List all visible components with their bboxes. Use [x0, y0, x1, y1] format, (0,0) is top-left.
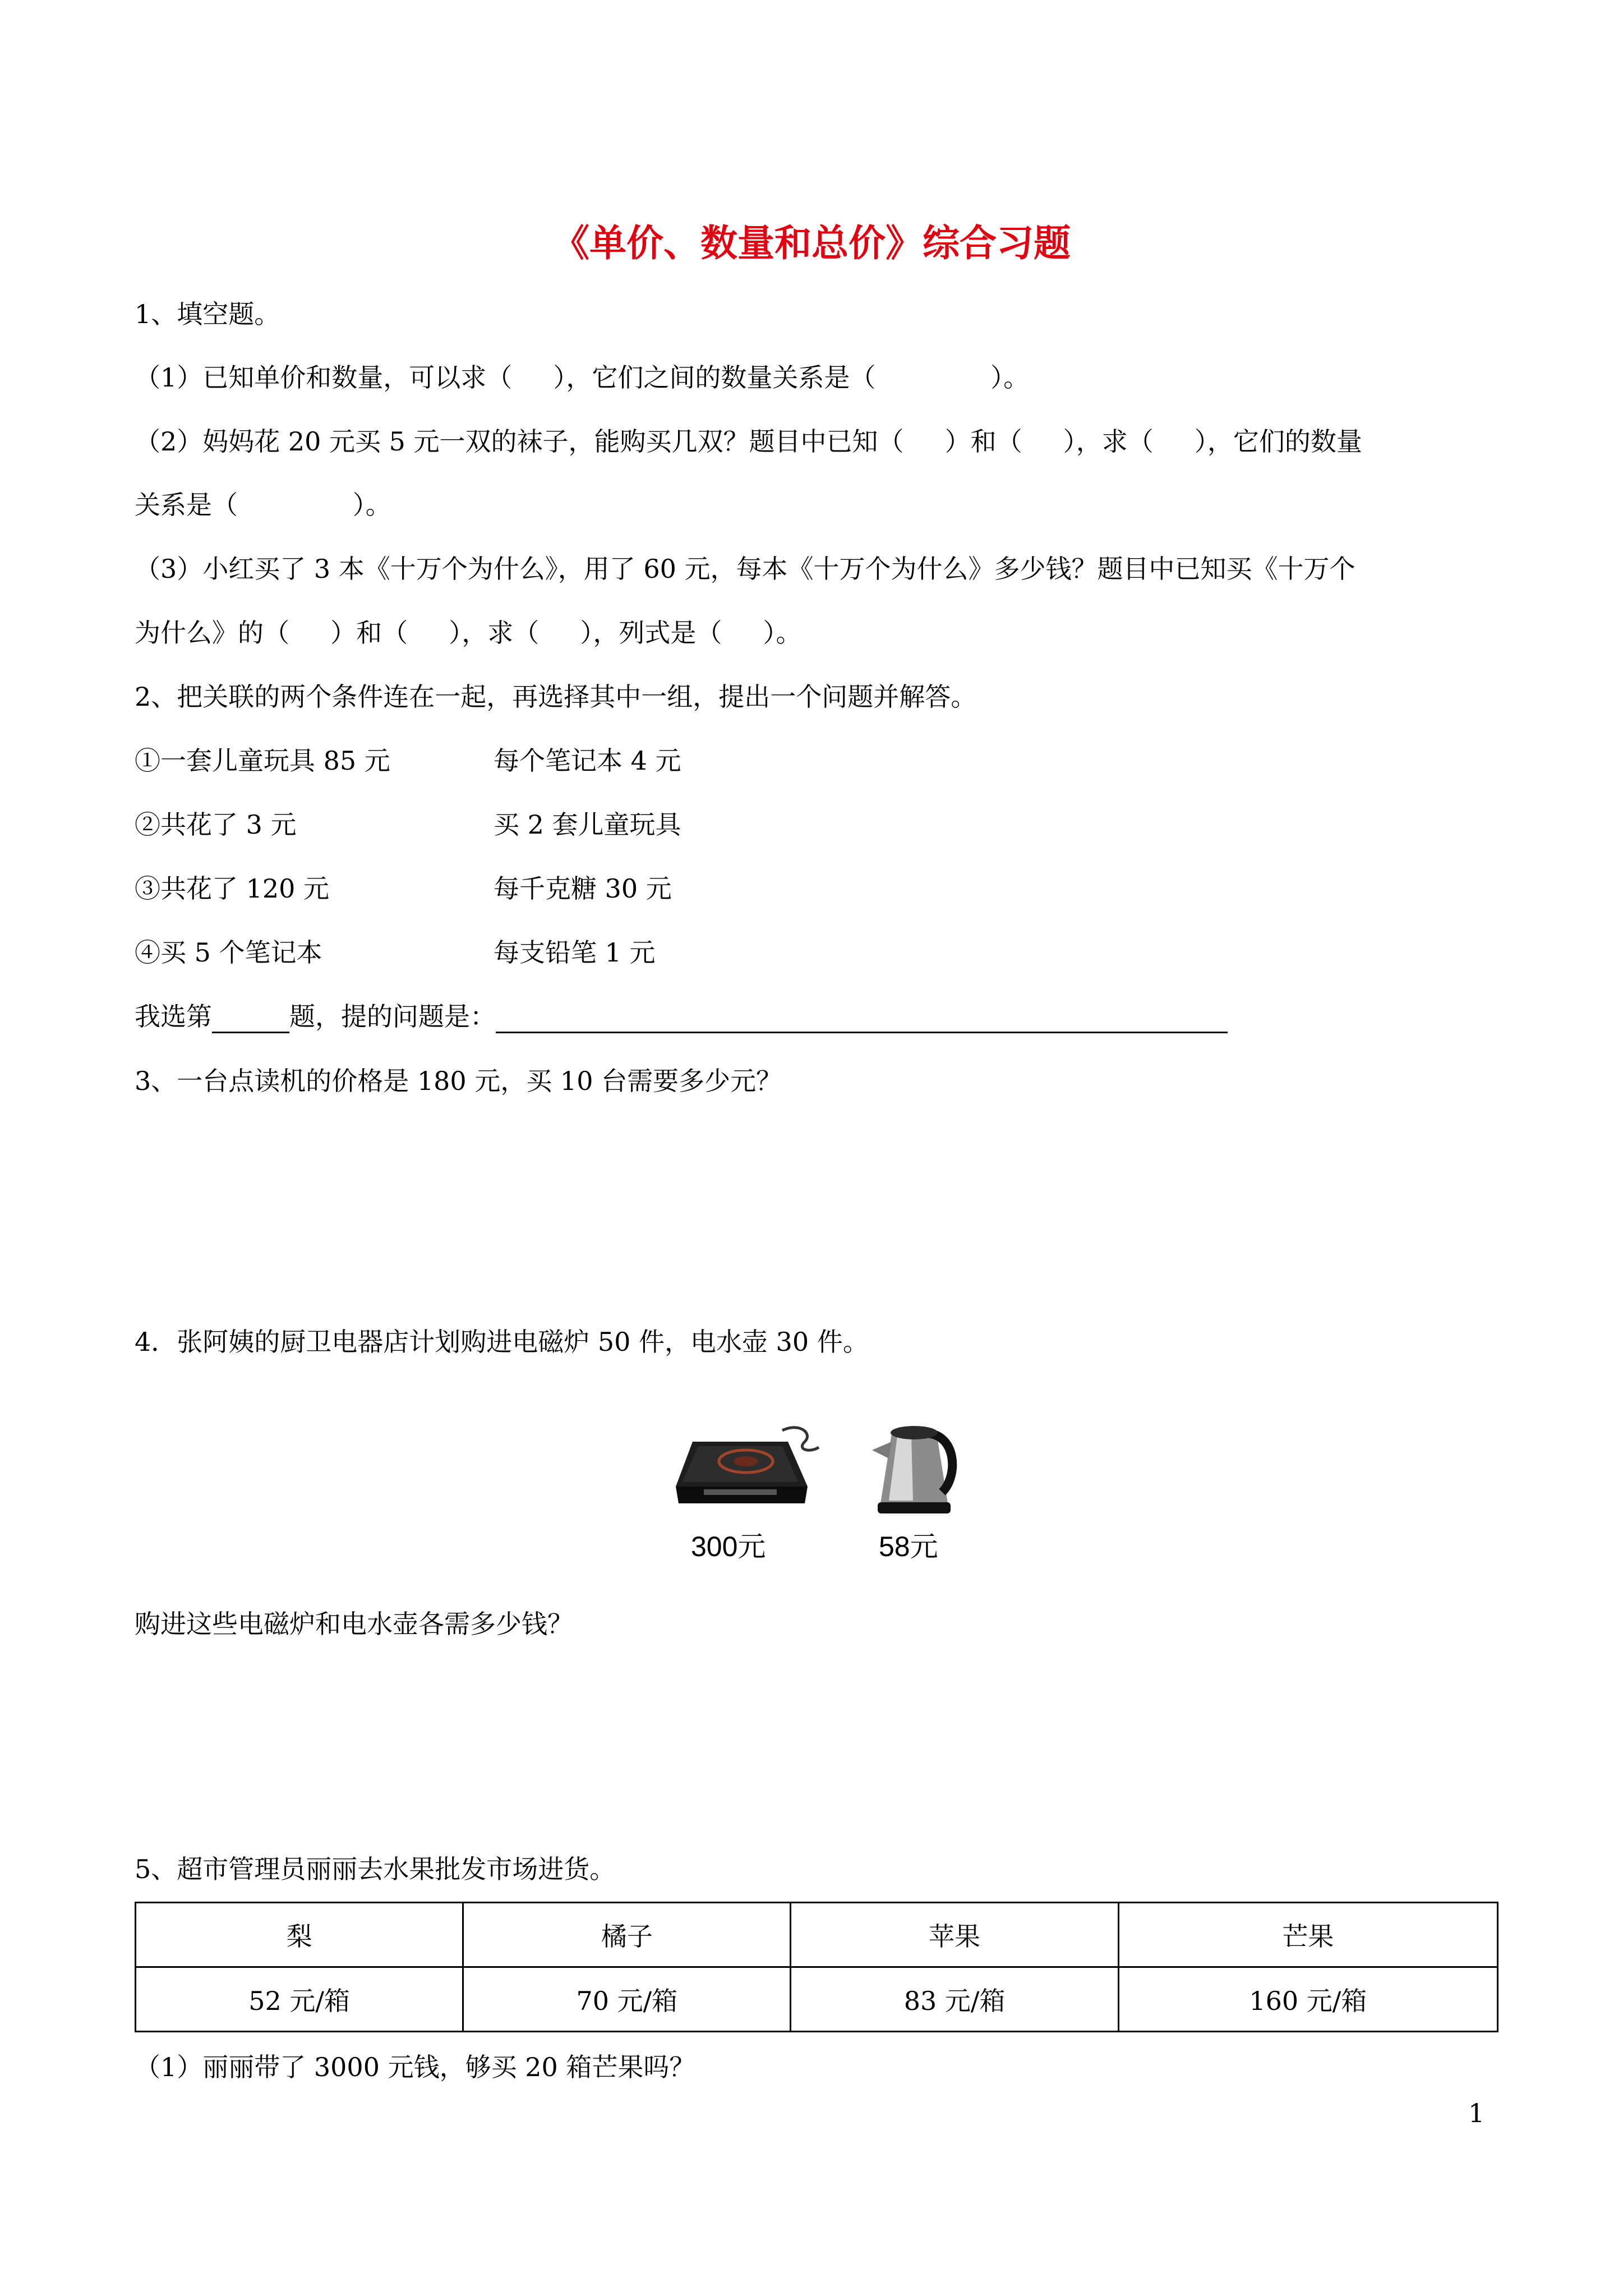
q1-part2-line1: （2）妈妈花 20 元买 5 元一双的袜子，能购买几双？题目中已知（ ）和（ ），求（ ），它们的数量 — [135, 426, 1362, 457]
induction-cooker-image — [670, 1419, 822, 1515]
electric-kettle-image — [864, 1419, 959, 1523]
kettle-price: 58元 — [879, 1531, 938, 1562]
q2-right-4: 每支铅笔 1 元 — [494, 937, 656, 968]
q3-text: 3、一台点读机的价格是 180 元，买 10 台需要多少元？ — [135, 1066, 782, 1096]
q2-right-2: 买 2 套儿童玩具 — [494, 809, 681, 840]
q2-left-2: ②共花了 3 元 — [135, 809, 297, 840]
q2-left-1: ①一套儿童玩具 85 元 — [135, 746, 390, 776]
page-title: 《单价、数量和总价》综合习题 — [552, 221, 1071, 265]
cooker-price: 300元 — [691, 1531, 766, 1562]
price-pear: 52 元/箱 — [136, 1967, 463, 2032]
fruit-price-table — [135, 1902, 1498, 2032]
price-apple: 83 元/箱 — [791, 1967, 1118, 2032]
q5-sub1: （1）丽丽带了 3000 元钱，够买 20 箱芒果吗？ — [135, 2052, 695, 2082]
q1-part2-line2: 关系是（ ）。 — [135, 490, 391, 520]
table-row — [136, 1967, 1498, 2032]
header-orange: 橘子 — [463, 1903, 791, 1967]
header-apple: 苹果 — [791, 1903, 1118, 1967]
table-header-row — [136, 1903, 1498, 1967]
q4-question: 购进这些电磁炉和电水壶各需多少钱？ — [135, 1609, 573, 1639]
q5-text: 5、超市管理员丽丽去水果批发市场进货。 — [135, 1854, 616, 1884]
q2-question-blank — [496, 1002, 1228, 1033]
q2-choose-line — [135, 1000, 1228, 1033]
q1-heading: 1、填空题。 — [135, 299, 280, 329]
q2-heading: 2、把关联的两个条件连在一起，再选择其中一组，提出一个问题并解答。 — [135, 682, 977, 712]
price-orange: 70 元/箱 — [463, 1967, 791, 2032]
q1-part1: （1）已知单价和数量，可以求（ ），它们之间的数量关系是（ ）。 — [135, 362, 1030, 393]
q4-text: 4．张阿姨的厨卫电器店计划购进电磁炉 50 件，电水壶 30 件。 — [135, 1327, 869, 1357]
q2-right-1: 每个笔记本 4 元 — [494, 746, 681, 776]
q2-choose-prefix: 我选第 — [135, 1001, 212, 1032]
q2-number-blank — [212, 1002, 289, 1033]
q2-right-3: 每千克糖 30 元 — [494, 873, 672, 904]
q2-choose-suffix: 题，提的问题是： — [289, 1001, 496, 1032]
page-number: 1 — [1468, 2098, 1485, 2128]
header-mango: 芒果 — [1118, 1903, 1497, 1967]
header-pear: 梨 — [136, 1903, 463, 1967]
price-mango: 160 元/箱 — [1118, 1967, 1497, 2032]
q2-left-4: ④买 5 个笔记本 — [135, 937, 322, 968]
q2-left-3: ③共花了 120 元 — [135, 873, 330, 904]
q1-part3-line2: 为什么》的（ ）和（ ），求（ ），列式是（ ）。 — [135, 618, 802, 648]
q1-part3-line1: （3）小红买了 3 本《十万个为什么》，用了 60 元，每本《十万个为什么》多少钱？题目中已知买《十万个 — [135, 554, 1355, 584]
